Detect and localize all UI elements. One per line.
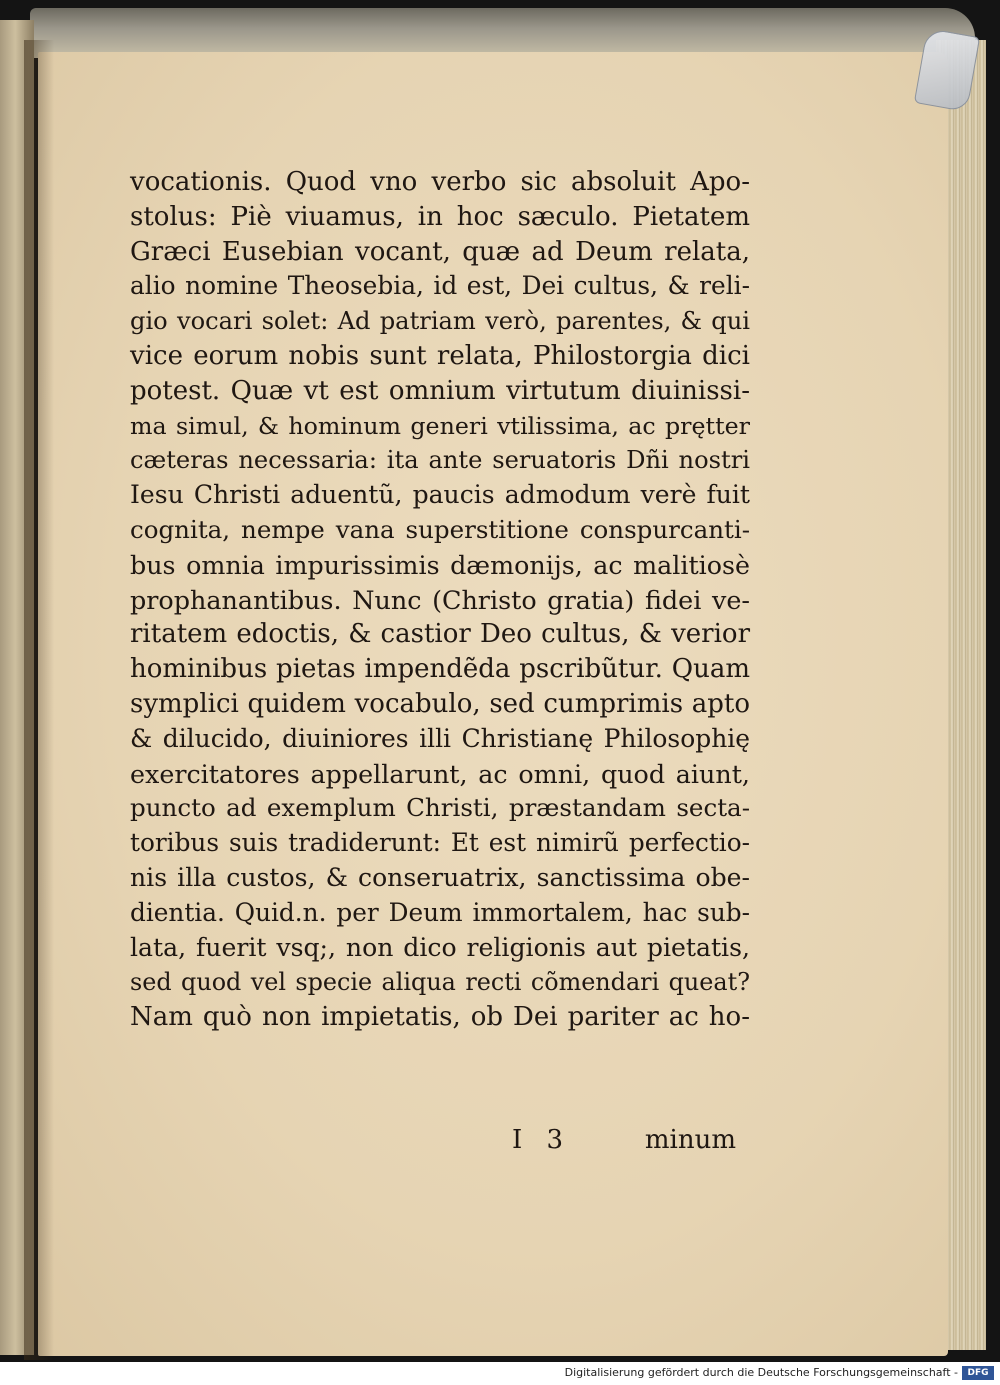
page-foot [130, 1125, 736, 1161]
text-line: ma simul, & hominum generi vtilissima, ac prętter [130, 411, 750, 440]
text-line: ritatem edoctis, & castior Deo cultus, & verior [130, 619, 750, 650]
text-line: Græci Eusebian vocant, quæ ad Deum relata, [130, 236, 750, 267]
text-line: stolus: Piè viuamus, in hoc sæculo. Pietatem [130, 201, 750, 232]
signature-mark: I 3 [512, 1125, 572, 1155]
text-line: bus omnia impurissimis dæmonijs, ac malitiosè [130, 549, 750, 580]
text-line: prophanantibus. Nunc (Christo gratia) fidei ve- [130, 584, 750, 615]
text-line: dientia. Quid.n. per Deum immortalem, hac sub- [130, 897, 750, 927]
book-top-edge [30, 8, 975, 58]
text-line: cæteras necessaria: ita ante seruatoris Dñi nostri [130, 446, 750, 475]
text-line: puncto ad exemplum Christi, præstandam secta- [130, 793, 750, 823]
funding-credit: Digitalisierung gefördert durch die Deutsche Forschungsgemeinschaft - [564, 1366, 958, 1379]
text-line: exercitatores appellarunt, ac omni, quod aiunt, [130, 758, 750, 789]
text-line: nis illa custos, & conseruatrix, sanctissima obe- [130, 862, 750, 892]
text-line: gio vocari solet: Ad patriam verò, parentes, & qui [130, 307, 750, 336]
text-line: Iesu Christi aduentũ, paucis admodum verè fuit [130, 480, 750, 510]
spine-shadow [24, 40, 54, 1360]
text-line: hominibus pietas impendẽda pscribũtur. Quam [130, 654, 750, 685]
text-line: toribus suis tradiderunt: Et est nimirũ perfectio- [130, 828, 750, 858]
digitization-footer [0, 1362, 1000, 1385]
text-line: alio nomine Theosebia, id est, Dei cultus, & reli- [130, 271, 750, 301]
text-line: lata, fuerit vsq;, non dico religionis aut pietatis, [130, 932, 750, 962]
text-line: symplici quidem vocabulo, sed cumprimis apto [130, 688, 750, 719]
text-line: vice eorum nobis sunt relata, Philostorgia dici [130, 340, 750, 371]
text-line: Nam quò non impietatis, ob Dei pariter ac ho- [130, 1002, 750, 1033]
page-text [130, 165, 750, 1035]
text-line: & dilucido, diuiniores illi Christianę Philosophię [130, 723, 750, 753]
text-line: cognita, nempe vana superstitione conspurcanti- [130, 514, 750, 544]
catchword: minum [644, 1125, 736, 1155]
text-line: vocationis. Quod vno verbo sic absoluit Apo- [130, 167, 750, 197]
dfg-logo: DFG [962, 1366, 994, 1380]
text-line: sed quod vel specie aliqua recti cõmendari queat? [130, 968, 750, 997]
text-line: potest. Quæ vt est omnium virtutum diuinissi- [130, 375, 750, 406]
